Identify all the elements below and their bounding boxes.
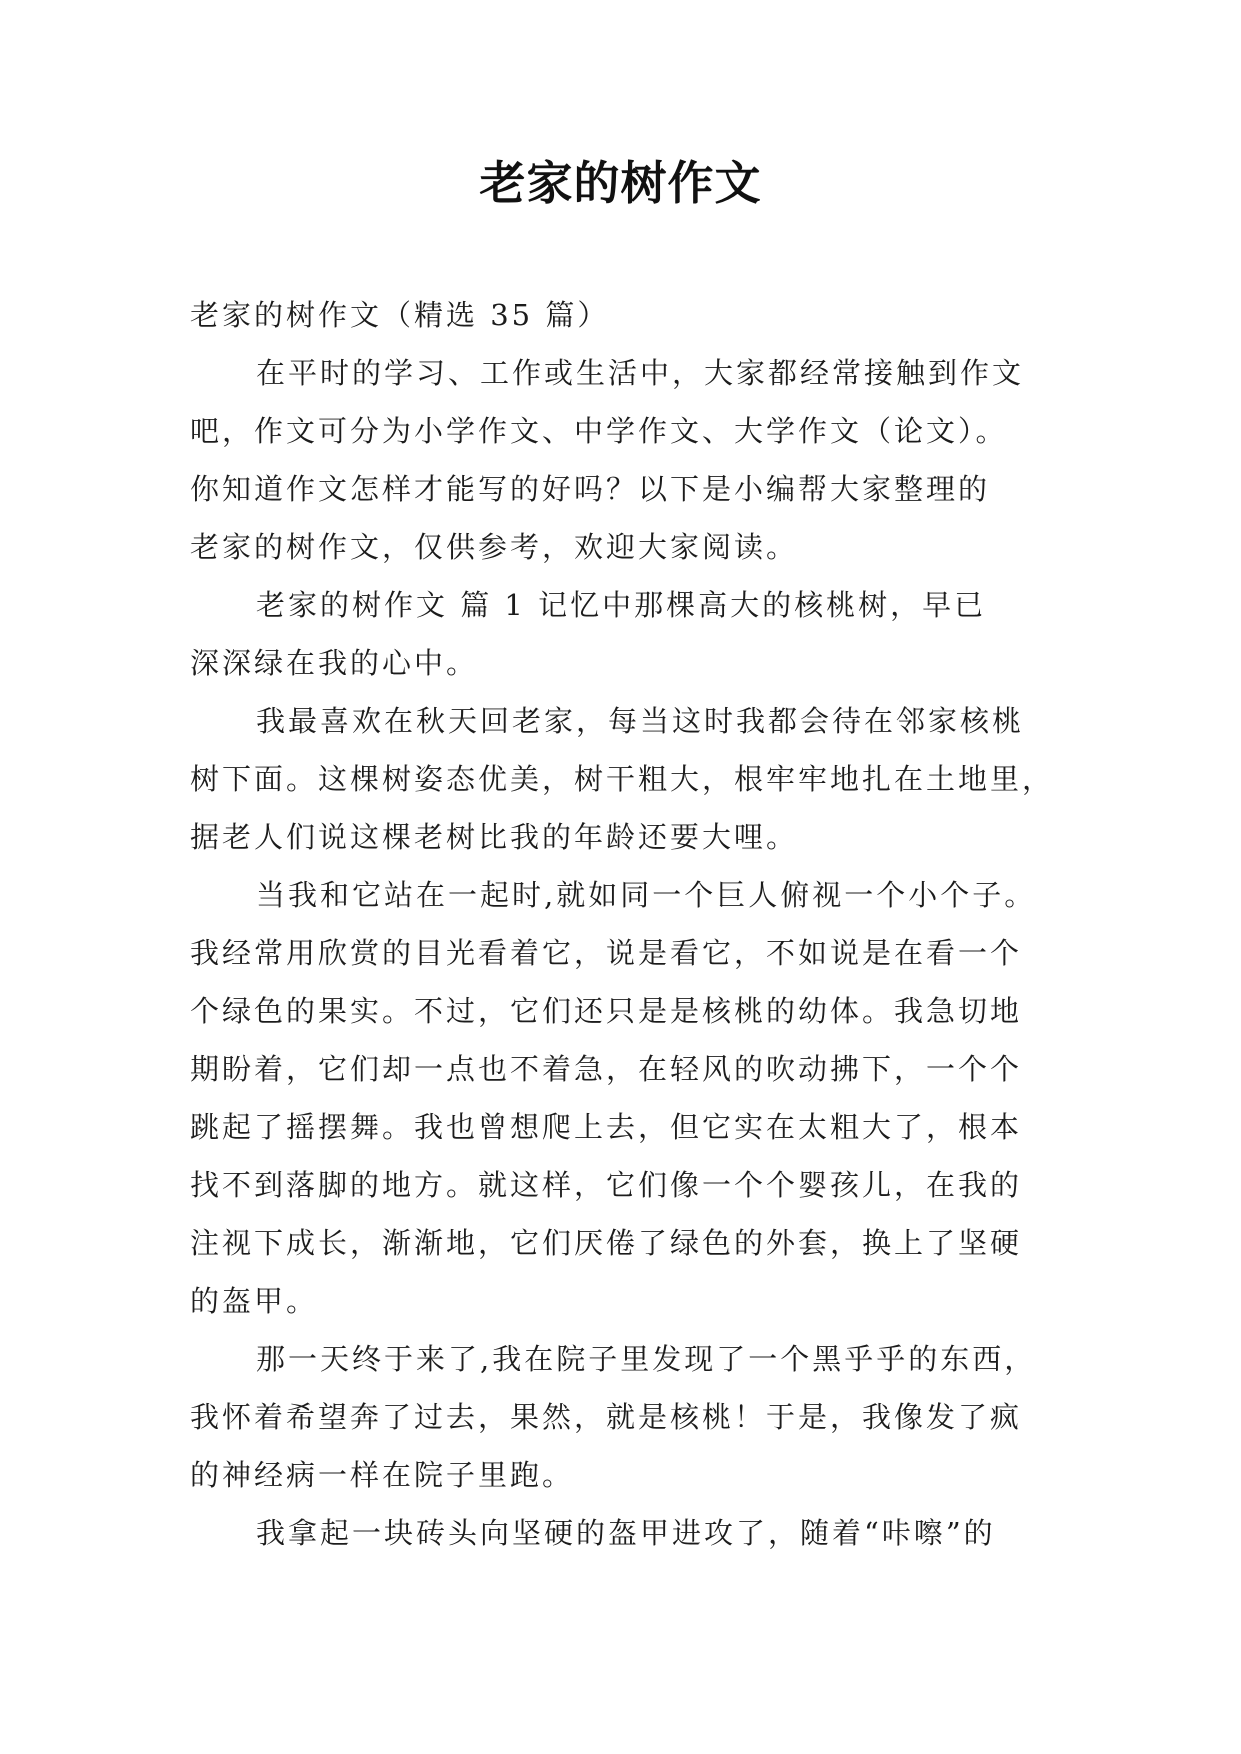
document-body (190, 286, 1060, 1562)
text-line: 我最喜欢在秋天回老家，每当这时我都会待在邻家核桃 (256, 704, 1025, 738)
text-line: 老家的树作文，仅供参考，欢迎大家阅读。 (190, 530, 799, 564)
text-line: 我拿起一块砖头向坚硬的盔甲进攻了，随着“咔嚓”的 (256, 1516, 996, 1550)
text-line: 你知道作文怎样才能写的好吗？以下是小编帮大家整理的 (190, 472, 991, 506)
text-line: 个绿色的果实。不过，它们还只是是核桃的幼体。我急切地 (190, 994, 1023, 1028)
text-line: 的盔甲。 (190, 1284, 319, 1318)
text-line: 的神经病一样在院子里跑。 (190, 1458, 575, 1492)
text-line: 我怀着希望奔了过去，果然，就是核桃！于是，我像发了疯 (190, 1400, 1023, 1434)
text-line: 跳起了摇摆舞。我也曾想爬上去，但它实在太粗大了，根本 (190, 1110, 1023, 1144)
text-line: 当我和它站在一起时,就如同一个巨人俯视一个小个子。 (256, 878, 1037, 912)
text-line: 那一天终于来了,我在院子里发现了一个黑乎乎的东西， (256, 1342, 1037, 1376)
text-line: 树下面。这棵树姿态优美，树干粗大，根牢牢地扎在土地里， (190, 762, 1055, 796)
text-line: 据老人们说这棵老树比我的年龄还要大哩。 (190, 820, 799, 854)
text-line: 注视下成长，渐渐地，它们厌倦了绿色的外套，换上了坚硬 (190, 1226, 1023, 1260)
text-line: 找不到落脚的地方。就这样，它们像一个个婴孩儿，在我的 (190, 1168, 1023, 1202)
document-title: 老家的树作文 (479, 156, 762, 210)
subtitle-line: 老家的树作文（精选 35 篇） (190, 298, 610, 332)
text-line: 吧，作文可分为小学作文、中学作文、大学作文（论文）。 (190, 414, 1008, 448)
text-line: 我经常用欣赏的目光看着它，说是看它，不如说是在看一个 (190, 936, 1023, 970)
text-line: 深深绿在我的心中。 (190, 646, 479, 680)
text-line: 老家的树作文 篇 1 记忆中那棵高大的核桃树，早已 (256, 588, 987, 622)
text-line: 在平时的学习、工作或生活中，大家都经常接触到作文 (256, 356, 1025, 390)
text-line: 期盼着，它们却一点也不着急，在轻风的吹动拂下，一个个 (190, 1052, 1023, 1086)
